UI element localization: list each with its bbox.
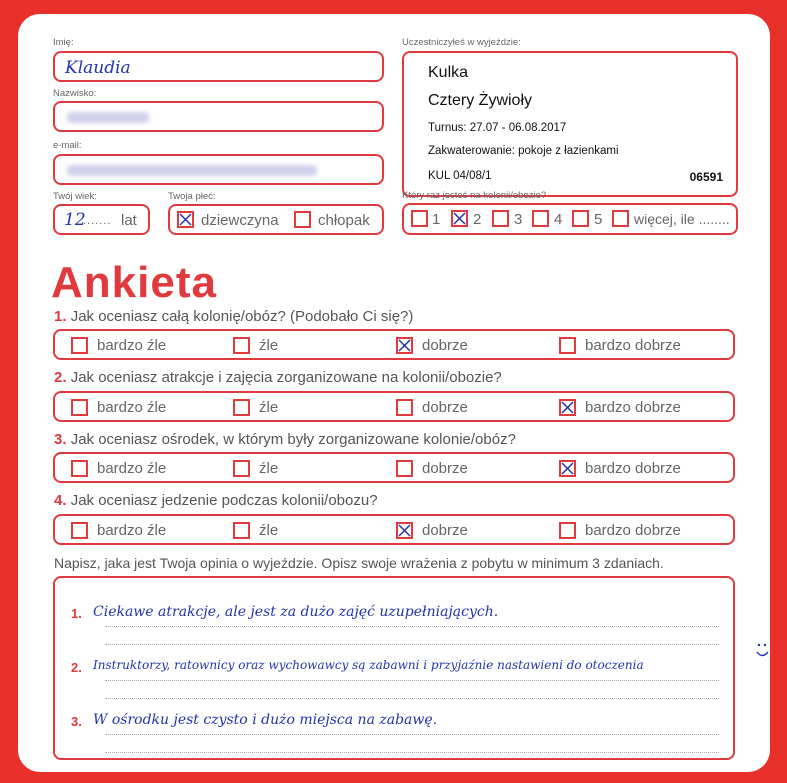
times-option-4: 4 (554, 211, 563, 228)
q1-option-bad: źle (259, 337, 279, 354)
gender-checkbox-girl[interactable] (177, 211, 194, 228)
question-text: Jak oceniasz ośrodek, w którym były zorganizowane kolonie/obóz? (70, 431, 516, 448)
email-label: e-mail: (53, 140, 82, 151)
camp-name: Kulka (428, 64, 469, 81)
surname-field[interactable] (53, 101, 384, 132)
answer-text-3: W ośrodku jest czysto i dużo miejsca na zabawę. (93, 712, 438, 728)
gender-label: Twoja płeć: (168, 191, 216, 202)
q3-option-good: dobrze (422, 460, 468, 477)
q3-checkbox-very-good[interactable] (559, 460, 576, 477)
name-value: Klaudia (65, 58, 131, 78)
answer-number: 2. (71, 660, 82, 675)
times-checkbox-2[interactable] (451, 210, 468, 227)
name-label: Imię: (53, 37, 74, 48)
x-mark-icon (561, 401, 574, 414)
answer-number: 1. (71, 606, 82, 621)
term-label: Turnus: (428, 122, 467, 134)
q3-option-very-bad: bardzo źle (97, 460, 167, 477)
question-2 (54, 369, 502, 386)
q1-option-very-good: bardzo dobrze (585, 337, 681, 354)
question-4 (54, 492, 378, 509)
surname-label: Nazwisko: (53, 88, 97, 99)
q2-option-good: dobrze (422, 399, 468, 416)
question-text: Jak oceniasz atrakcje i zajęcia zorganizowane na kolonii/obozie? (70, 369, 502, 386)
answer-row-1 (53, 329, 735, 360)
question-number: 3. (54, 431, 67, 448)
times-option-2: 2 (473, 211, 482, 228)
question-3 (54, 431, 516, 448)
times-checkbox-4[interactable] (532, 210, 549, 227)
gender-field (168, 204, 384, 235)
term-value: 27.07 - 06.08.2017 (469, 122, 567, 134)
survey-sheet (18, 14, 770, 772)
writing-line (105, 644, 719, 645)
q4-checkbox-very-bad[interactable] (71, 522, 88, 539)
term-row (428, 122, 566, 134)
participant-box (402, 51, 738, 197)
writing-line (105, 752, 719, 753)
q2-checkbox-bad[interactable] (233, 399, 250, 416)
question-number: 2. (54, 369, 67, 386)
q1-checkbox-good[interactable] (396, 337, 413, 354)
writing-line (105, 680, 719, 681)
times-option-more: więcej, ile ........ (634, 211, 730, 227)
q4-checkbox-bad[interactable] (233, 522, 250, 539)
times-label: Który raz jesteś na kolonii/obozie? (402, 190, 547, 201)
answer-row-4 (53, 514, 735, 545)
writing-line (105, 698, 719, 699)
answer-row-3 (53, 452, 735, 483)
age-unit: lat (121, 212, 137, 229)
question-1 (54, 308, 413, 325)
age-value: 12 (64, 210, 86, 230)
times-checkbox-more[interactable] (612, 210, 629, 227)
survey-title: Ankieta (51, 258, 217, 307)
q4-option-bad: źle (259, 522, 279, 539)
q4-checkbox-good[interactable] (396, 522, 413, 539)
x-mark-icon (398, 339, 411, 352)
opinion-box[interactable] (53, 576, 735, 760)
gender-checkbox-boy[interactable] (294, 211, 311, 228)
q2-checkbox-very-good[interactable] (559, 399, 576, 416)
x-mark-icon (398, 524, 411, 537)
q2-checkbox-good[interactable] (396, 399, 413, 416)
x-mark-icon (561, 462, 574, 475)
q1-checkbox-very-good[interactable] (559, 337, 576, 354)
question-text: Jak oceniasz jedzenie podczas kolonii/obozu? (70, 492, 378, 509)
q2-option-very-bad: bardzo źle (97, 399, 167, 416)
opinion-prompt: Napisz, jaka jest Twoja opinia o wyjeździe. Opisz swoje wrażenia z pobytu w minimum 3 zdaniach. (54, 555, 664, 571)
times-checkbox-5[interactable] (572, 210, 589, 227)
email-field[interactable] (53, 154, 384, 185)
q3-checkbox-bad[interactable] (233, 460, 250, 477)
q4-checkbox-very-good[interactable] (559, 522, 576, 539)
times-field (402, 203, 738, 235)
answer-number: 3. (71, 714, 82, 729)
writing-line (105, 734, 719, 735)
camp-code: KUL 04/08/1 (428, 170, 492, 182)
gender-option-girl: dziewczyna (201, 212, 279, 229)
answer-text-1: Ciekawe atrakcje, ale jest za dużo zajęć uzupełniających. (93, 604, 499, 620)
q4-option-very-good: bardzo dobrze (585, 522, 681, 539)
q1-option-very-bad: bardzo źle (97, 337, 167, 354)
q2-option-bad: źle (259, 399, 279, 416)
smiley-doodle-icon (756, 640, 770, 662)
x-mark-icon (453, 212, 466, 225)
surname-redacted (67, 112, 149, 123)
q2-option-very-good: bardzo dobrze (585, 399, 681, 416)
camp-theme: Cztery Żywioły (428, 92, 533, 109)
q1-checkbox-bad[interactable] (233, 337, 250, 354)
q3-option-very-good: bardzo dobrze (585, 460, 681, 477)
times-option-5: 5 (594, 211, 603, 228)
accommodation-label: Zakwaterowanie: (428, 145, 515, 157)
question-number: 1. (54, 308, 67, 325)
question-number: 4. (54, 492, 67, 509)
writing-line (105, 626, 719, 627)
times-checkbox-1[interactable] (411, 210, 428, 227)
accommodation-row (428, 145, 619, 157)
q4-option-very-bad: bardzo źle (97, 522, 167, 539)
q2-checkbox-very-bad[interactable] (71, 399, 88, 416)
x-mark-icon (179, 213, 192, 226)
times-checkbox-3[interactable] (492, 210, 509, 227)
participant-label: Uczestniczyłeś w wyjeździe: (402, 37, 521, 48)
answer-row-2 (53, 391, 735, 422)
question-text: Jak oceniasz całą kolonię/obóz? (Podobało Ci się?) (70, 308, 414, 325)
answer-text-2: Instruktorzy, ratownicy oraz wychowawcy są zabawni i przyjaźnie nastawieni do otoczenia (93, 658, 644, 672)
age-label: Twój wiek: (53, 191, 97, 202)
name-field[interactable] (53, 51, 384, 82)
accommodation-value: pokoje z łazienkami (518, 145, 619, 157)
q4-option-good: dobrze (422, 522, 468, 539)
q1-checkbox-very-bad[interactable] (71, 337, 88, 354)
q3-checkbox-very-bad[interactable] (71, 460, 88, 477)
q1-option-good: dobrze (422, 337, 468, 354)
times-option-3: 3 (514, 211, 523, 228)
q3-checkbox-good[interactable] (396, 460, 413, 477)
camp-number: 06591 (689, 170, 723, 184)
age-field[interactable] (53, 204, 150, 235)
gender-option-boy: chłopak (318, 212, 370, 229)
times-option-1: 1 (432, 211, 441, 228)
age-dots: ....... (83, 215, 112, 227)
email-redacted (67, 165, 317, 176)
q3-option-bad: źle (259, 460, 279, 477)
